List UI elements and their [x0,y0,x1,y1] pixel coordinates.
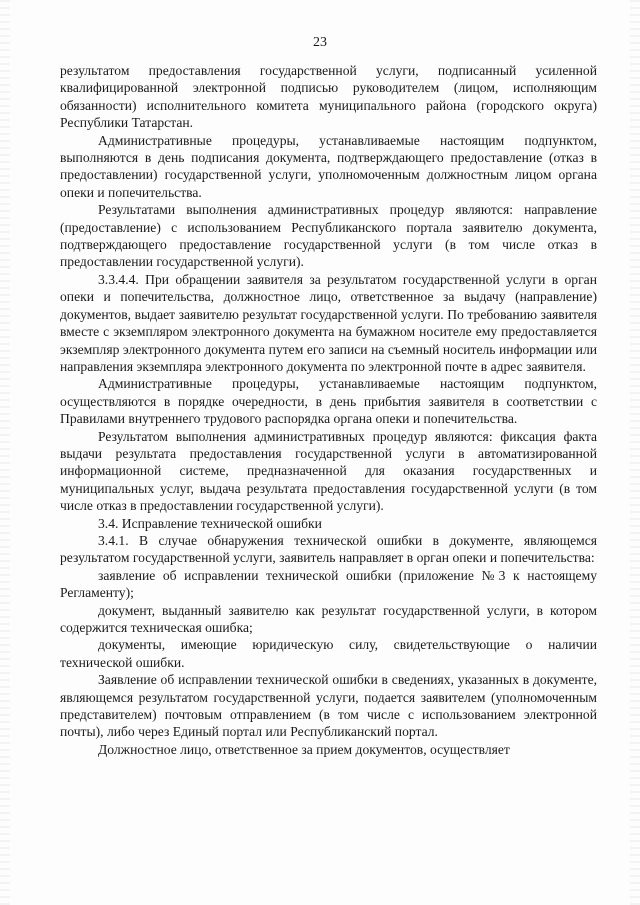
document-body [60,62,597,758]
paragraph: Результатом выполнения административных процедур являются: фиксация факта выдачи результата предоставления государственной услуги в автоматизированной информационной системе, предназначенной для оказания государственных и муниципальных услуг, выдача результата предоставления государственной услуги (в том числе отказ в предоставлении государственной услуги). [60,428,597,514]
scan-edge-right [630,0,640,905]
paragraph: 3.4.1. В случае обнаружения технической ошибки в документе, являющемся результатом государственной услуги, заявитель направляет в орган опеки и попечительства: [60,532,597,566]
paragraph: Заявление об исправлении технической ошибки в сведениях, указанных в документе, являющемся результатом государственной услуги, подается заявителем (уполномоченным представителем) почтовым отправлением (в том числе с использованием электронной почты), либо через Единый портал или Республиканский портал. [60,672,597,740]
page-number: 23 [313,35,327,50]
paragraph: 3.3.4.4. При обращении заявителя за результатом государственной услуги в орган опеки и попечительства, должностное лицо, ответственное за выдачу (направление) документов, выдает заявителю результат государственной услуги. По требованию заявителя вместе с экземпляром электронного документа на бумажном носителе ему предоставляется экземпляр электронного документа путем его записи на съемный носитель информации или направления экземпляра электронного документа по электронной почте в адрес заявителя. [60,271,597,374]
paragraph: Административные процедуры, устанавливаемые настоящим подпунктом, осуществляются в порядке очередности, в день прибытия заявителя в соответствии с Правилами внутреннего трудового распорядка органа опеки и попечительства. [60,376,597,427]
list-item: заявление об исправлении технической ошибки (приложение №3 к настоящему Регламенту); [60,567,597,601]
paragraph: Результатами выполнения административных процедур являются: направление (предоставление) с использованием Республиканского портала заявителю документа, подтверждающего предоставление государственной услуги (в том числе отказ в предоставлении государственной услуги). [60,202,597,270]
list-item: документы, имеющие юридическую силу, свидетельствующие о наличии технической ошибки. [60,637,597,670]
list-item: документ, выданный заявителю как результат государственной услуги, в котором содержится техническая ошибка; [60,602,597,635]
scan-edge-left [0,0,10,905]
paragraph: Административные процедуры, устанавливаемые настоящим подпунктом, выполняются в день подписания документа, подтверждающего предоставление (отказ в предоставлении) государственной услуги, уполномоченным должностным лицом органа опеки и попечительства. [60,132,597,200]
paragraph: результатом предоставления государственной услуги, подписанный усиленной квалифицированной электронной подписью руководителем (лицом, исполняющим обязанности) исполнительного комитета муниципального района (городского округа) Республики Татарстан. [60,63,597,131]
paragraph: Должностное лицо, ответственное за прием документов, осуществляет [98,741,510,757]
section-heading: 3.4. Исправление технической ошибки [98,515,322,531]
